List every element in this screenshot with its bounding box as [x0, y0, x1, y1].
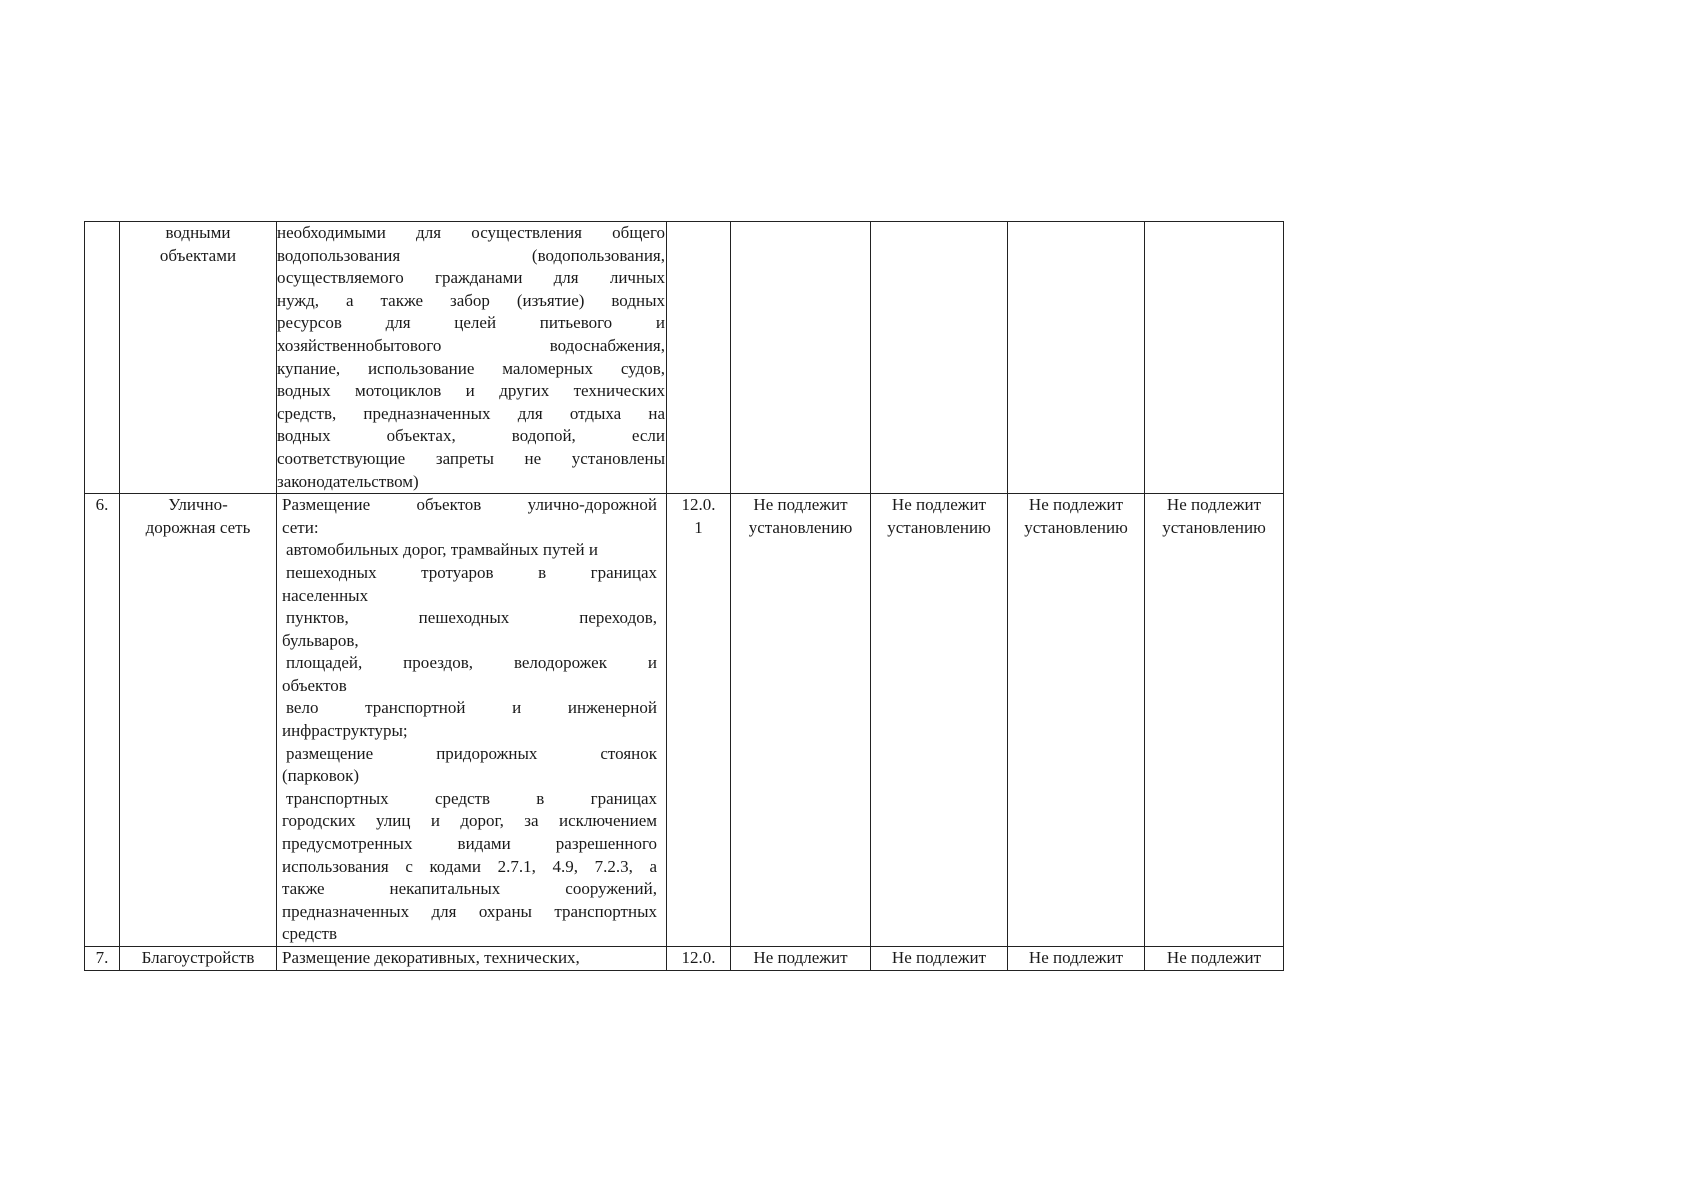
land-use-name-cell	[120, 222, 277, 494]
description-line: размещение придорожных стоянок	[286, 743, 657, 763]
code-cell	[667, 494, 731, 947]
description-line: необходимыми для осуществления общего	[277, 223, 665, 242]
row-number-cell	[85, 222, 120, 494]
parameter-cell	[731, 222, 871, 494]
description-line: ресурсов для целей питьевого и	[277, 313, 665, 333]
description-line: нужд, а также забор (изъятие) водных	[277, 290, 665, 310]
code-cell: 12.0.	[667, 947, 731, 971]
parameter-line: установлению	[1162, 517, 1266, 537]
parameter-line: установлению	[748, 517, 853, 537]
table-row-7	[85, 947, 1284, 971]
land-use-name-cell: Благоустройств	[120, 947, 277, 971]
table-row-6	[85, 494, 1284, 947]
description-line: объектов	[282, 675, 347, 695]
description-line: водных мотоциклов и других технических	[277, 381, 665, 401]
description-line: Размещение объектов улично-дорожной	[282, 495, 657, 515]
table-row-continued	[85, 222, 1284, 494]
regulations-table	[84, 221, 1284, 971]
description-line: также некапитальных сооружений,	[282, 879, 657, 899]
description-line: хозяйственнобытового водоснабжения,	[277, 335, 665, 355]
land-use-name-cell	[120, 494, 277, 947]
description-line: автомобильных дорог, трамвайных путей и	[286, 540, 598, 560]
parameter-line: Не подлежит	[753, 495, 848, 515]
description-line: водных объектах, водопой, если	[277, 426, 665, 446]
parameter-cell: Не подлежит	[1145, 947, 1284, 971]
description-line: городских улиц и дорог, за исключением	[282, 811, 657, 831]
description-line: использования с кодами 2.7.1, 4.9, 7.2.3, а	[282, 856, 657, 876]
code-cell	[667, 222, 731, 494]
description-line: площадей, проездов, велодорожек и	[286, 653, 657, 673]
description-line: бульваров,	[282, 630, 359, 650]
code-line: 12.0.	[681, 495, 716, 515]
code-line: 1	[694, 517, 703, 537]
description-line: сети:	[282, 517, 319, 537]
description-line: вело транспортной и инженерной	[286, 698, 657, 718]
description-line: осуществляемого гражданами для личных	[277, 268, 665, 288]
description-line: предусмотренных видами разрешенного	[282, 834, 657, 854]
parameter-line: Не подлежит	[1028, 495, 1124, 515]
parameter-line: установлению	[887, 517, 991, 537]
description-line: транспортных средств в границах	[286, 788, 657, 808]
description-line: пешеходных тротуаров в границах	[286, 562, 657, 582]
parameter-cell	[1145, 222, 1284, 494]
parameter-cell: Не подлежит	[731, 947, 871, 971]
land-use-name-line: Улично-	[168, 495, 228, 515]
parameter-cell	[871, 494, 1008, 947]
description-line: (парковок)	[282, 766, 360, 786]
description-line: водопользования (водопользования,	[277, 245, 665, 265]
parameter-line: Не подлежит	[891, 495, 987, 515]
description-line: купание, использование маломерных судов,	[277, 358, 665, 378]
description-line: законодательством)	[277, 471, 419, 491]
parameter-cell	[731, 494, 871, 947]
description-line: инфраструктуры;	[282, 721, 408, 741]
parameter-cell	[1008, 222, 1145, 494]
land-use-name-line: объектами	[159, 245, 237, 265]
description-cell: Размещение декоративных, технических,	[277, 947, 667, 971]
row-number-cell: 7.	[85, 947, 120, 971]
description-line: средств, предназначенных для отдыха на	[277, 403, 665, 423]
land-use-name-line: дорожная сеть	[145, 517, 251, 537]
land-use-name-line: водными	[165, 223, 231, 242]
parameter-line: Не подлежит	[1166, 495, 1262, 515]
parameter-cell	[1145, 494, 1284, 947]
description-line: средств	[282, 924, 338, 944]
parameter-cell: Не подлежит	[1008, 947, 1145, 971]
parameter-cell	[871, 222, 1008, 494]
description-cell	[277, 222, 667, 494]
parameter-cell	[1008, 494, 1145, 947]
description-cell	[277, 494, 667, 947]
description-line: соответствующие запреты не установлены	[277, 448, 665, 468]
description-line: предназначенных для охраны транспортных	[282, 901, 657, 921]
parameter-line: установлению	[1024, 517, 1128, 537]
description-line: населенных	[282, 585, 369, 605]
row-number-cell: 6.	[85, 494, 120, 947]
description-line: пунктов, пешеходных переходов,	[286, 608, 657, 628]
parameter-cell: Не подлежит	[871, 947, 1008, 971]
